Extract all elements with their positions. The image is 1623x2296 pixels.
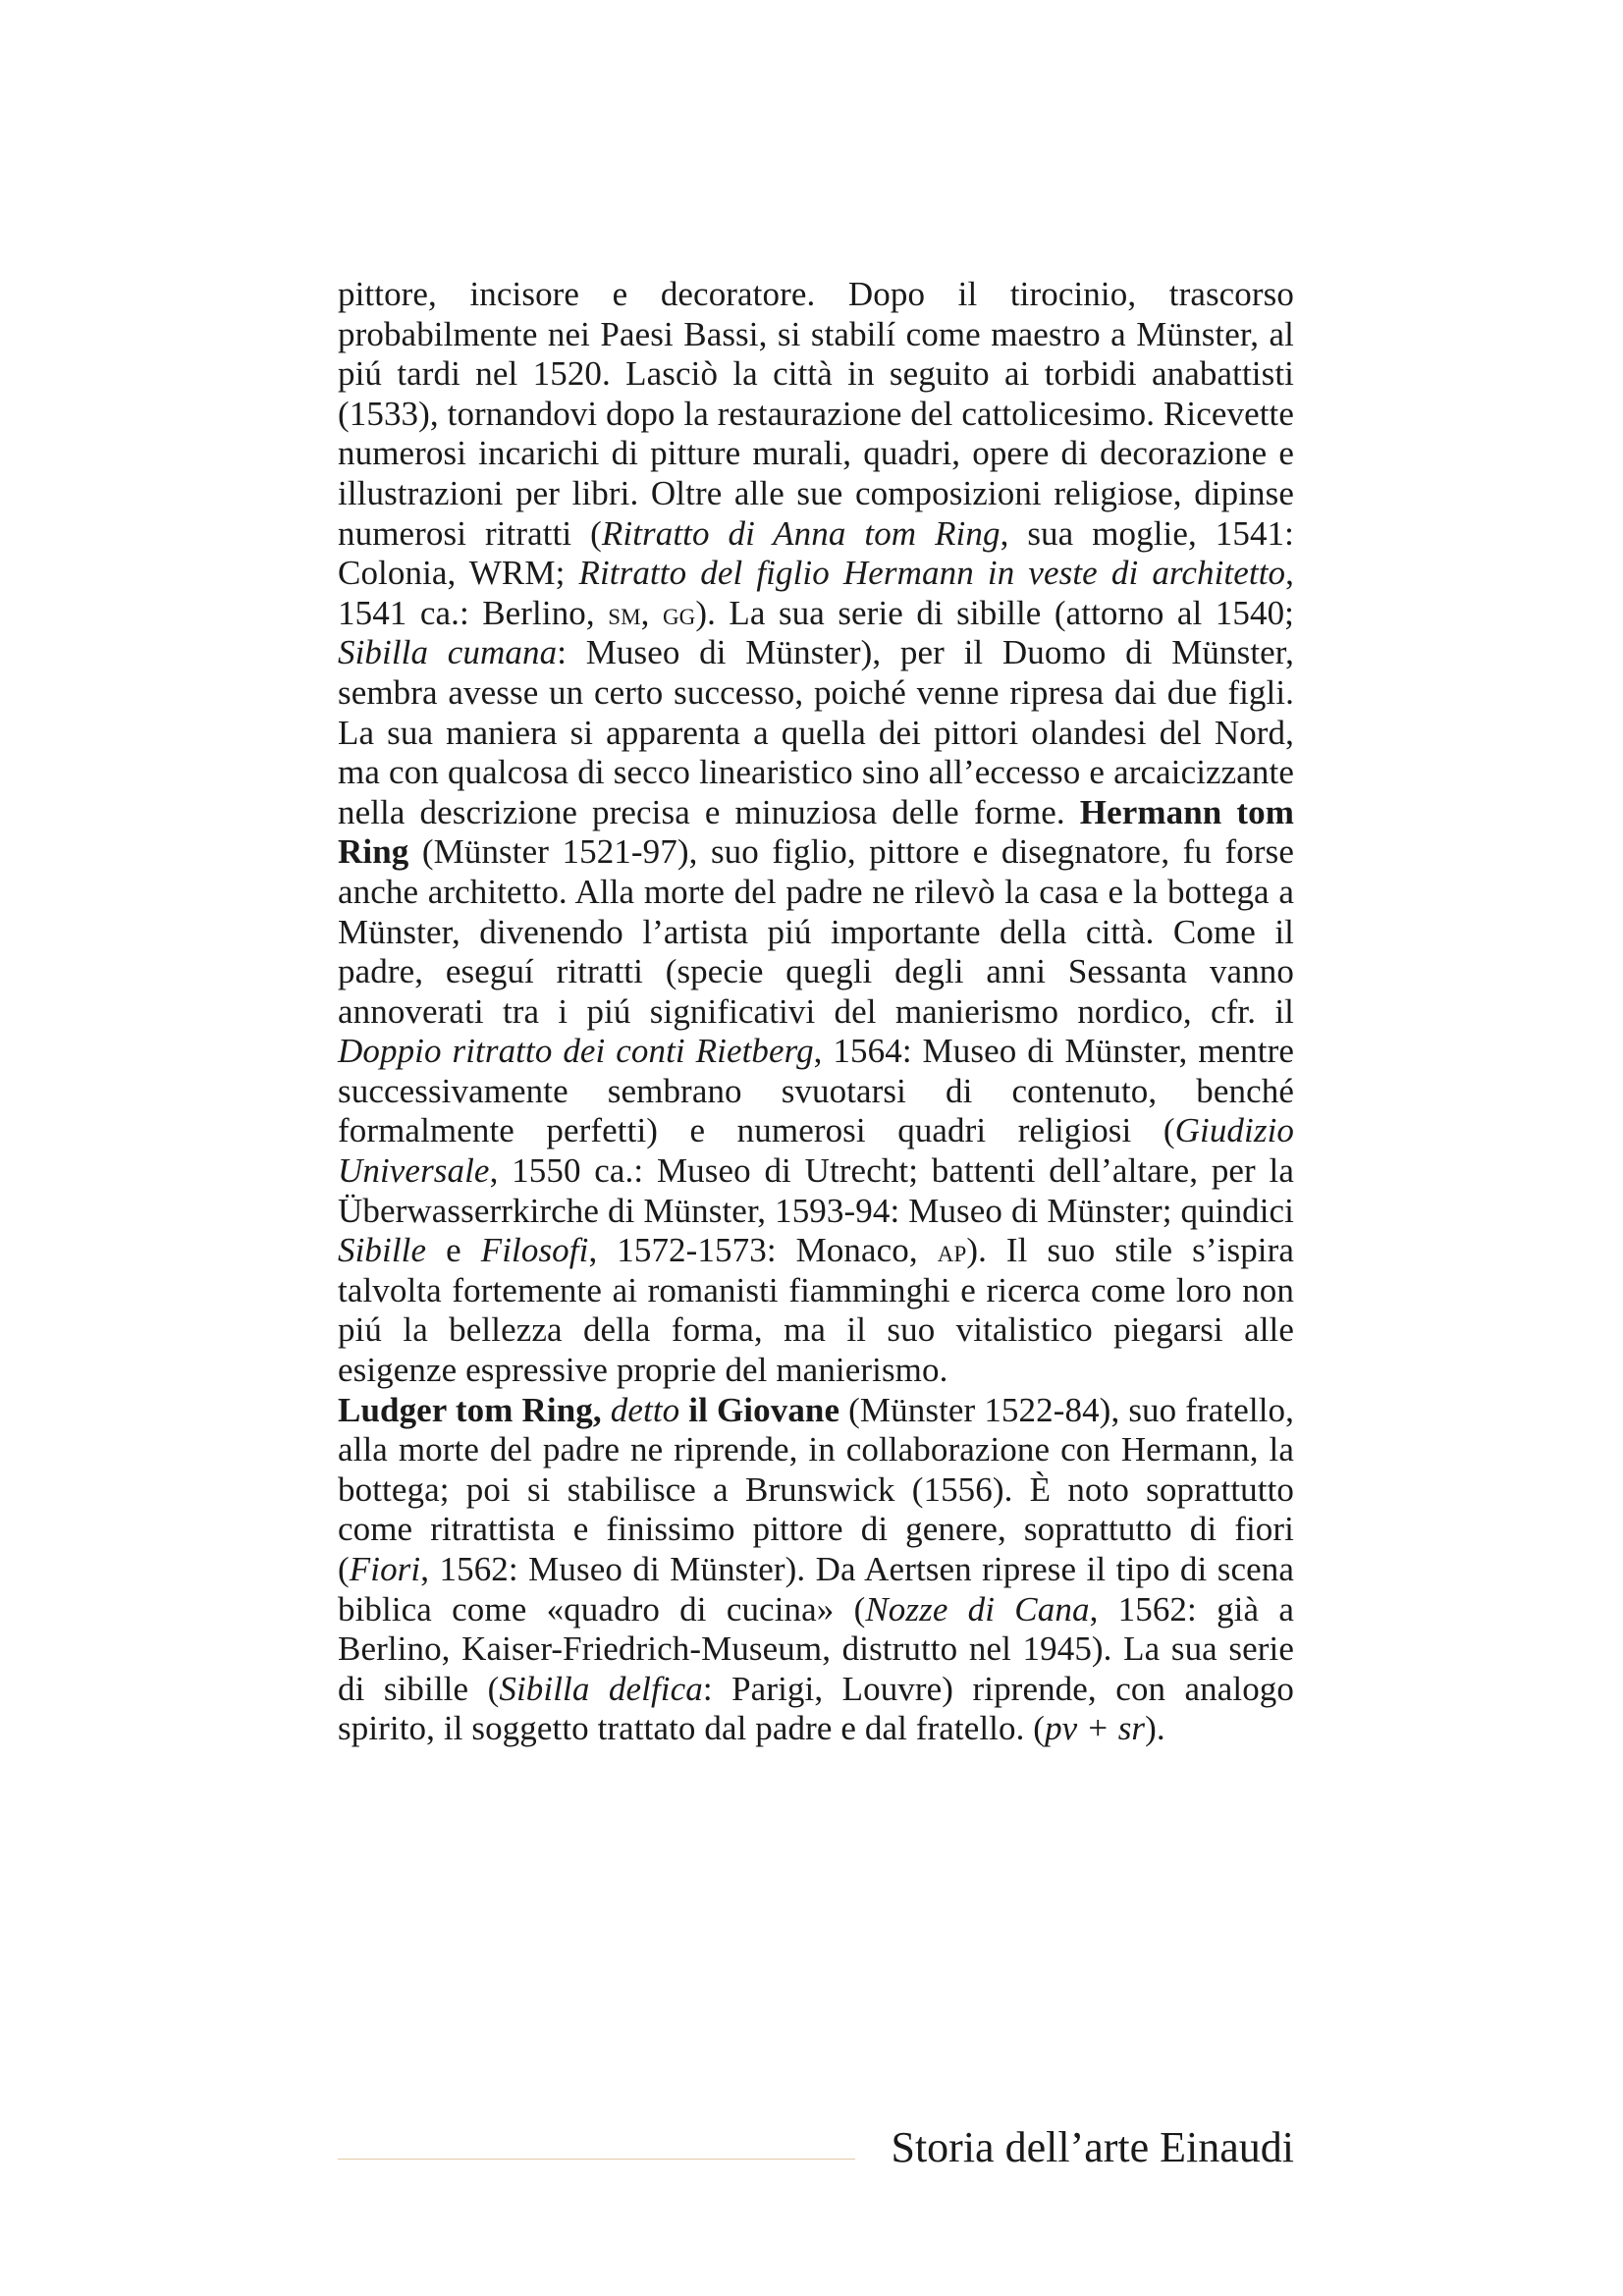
text-run: : Parigi, Louvre) riprende, con analogo spirito, il soggetto trattato dal padre e dal fratello. ( <box>338 1669 1294 1748</box>
museum-abbreviation: sm <box>608 595 641 631</box>
text-run: , 1541 ca.: Berlino, <box>338 554 1294 632</box>
text-run <box>679 1391 688 1429</box>
text-run: , 1572-1573: Monaco, <box>588 1231 938 1270</box>
text-run: e <box>426 1231 481 1270</box>
artist-name: Hermann tom Ring <box>338 792 1294 872</box>
artist-name: Ludger tom Ring, <box>338 1390 602 1429</box>
publication-title: Storia dell’arte Einaudi <box>891 2123 1294 2171</box>
text-run: , 1550 ca.: Museo di Utrecht; battenti dell’altare, per la Überwasserrkirche di Münster, 1593-94: Museo di Münster; quindici <box>338 1151 1294 1230</box>
artwork-title: Filosofi <box>480 1231 589 1270</box>
text-run <box>602 1391 611 1429</box>
artwork-title: Doppio ritratto dei conti Rietberg <box>338 1032 814 1071</box>
text-run: : Museo di Münster), per il Duomo di Münster, sembra avesse un certo successo, poiché venne ripresa dai due figli. La sua maniera si apparenta a quella dei pittori olandesi del Nord, ma con qualcosa di secco linearistico sino all’eccesso e arcaicizzante nella descrizione precisa e minuziosa delle forme. <box>338 633 1295 831</box>
text-run: , 1562: Museo di Münster). Da Aertsen riprese il tipo di scena biblica come «quadro di cucina» ( <box>338 1550 1294 1629</box>
artwork-title: Giudizio Universale <box>338 1111 1294 1191</box>
text-run: (Münster 1521-97), suo figlio, pittore e disegnatore, fu forse anche architetto. Alla morte del padre ne rilevò la casa e la bottega a Münster, divenendo l’artista piú importante della città. Come il padre, eseguí ritratti (specie quegli degli anni Sessanta vanno annoverati tra i piú significativi del manierismo nordico, cfr. il <box>338 832 1294 1031</box>
text-run: ). La sua serie di sibille (attorno al 1540; <box>695 593 1295 632</box>
text-run: (Münster 1522-84), suo fratello, alla morte del padre ne riprende, in collaborazione con Hermann, la bottega; poi si stabilisce a Brunswick (1556). È noto soprattutto come ritrattista e finissimo pittore di genere, soprattutto di fiori ( <box>338 1390 1294 1588</box>
artwork-title: Ritratto di Anna tom Ring <box>601 513 1001 553</box>
paragraph-ludger-tom-ring <box>338 1391 1294 1749</box>
artwork-title: Sibilla delfica <box>499 1669 703 1708</box>
body-text <box>338 275 1294 1749</box>
artist-epithet: il Giovane <box>688 1390 840 1429</box>
page-footer <box>338 2120 1294 2175</box>
artwork-title: Sibilla cumana <box>338 633 558 672</box>
text-run: pittore, incisore e decoratore. Dopo il tirocinio, trascorso probabilmente nei Paesi Bassi, si stabilí come maestro a Münster, al piú tardi nel 1520. Lasciò la città in seguito ai torbidi anabattisti (1533), tornandovi dopo la restaurazione del cattolicesimo. Ricevette numerosi incarichi di pitture murali, quadri, opere di decorazione e illustrazioni per libri. Oltre alle sue composizioni religiose, dipinse numerosi ritratti ( <box>338 275 1294 553</box>
paragraph-tom-ring-family <box>338 275 1294 1391</box>
artwork-title: Ritratto del figlio Hermann in veste di architetto <box>578 554 1286 593</box>
museum-abbreviation: gg <box>662 595 696 631</box>
epithet-connector: detto <box>610 1390 680 1429</box>
author-initials: pv + sr <box>1045 1709 1146 1748</box>
artwork-title: Sibille <box>338 1231 427 1270</box>
footer-rule <box>338 2159 855 2160</box>
artwork-title: Fiori <box>349 1550 421 1588</box>
artwork-title: Nozze di Cana <box>865 1589 1090 1629</box>
text-run: ). Il suo stile s’ispira talvolta fortemente ai romanisti fiamminghi e ricerca come loro non piú la bellezza della forma, ma il suo vitalistico piegarsi alle esigenze espressive proprie del manierismo. <box>338 1231 1295 1390</box>
text-run: , <box>640 593 663 632</box>
text-run: ). <box>1145 1709 1165 1748</box>
text-run: , sua moglie, 1541: Colonia, WRM; <box>338 513 1294 593</box>
museum-abbreviation: ap <box>937 1233 967 1269</box>
text-run: , 1562: già a Berlino, Kaiser-Friedrich-Museum, distrutto nel 1945). La sua serie di sibille ( <box>338 1589 1294 1708</box>
text-run: , 1564: Museo di Münster, mentre successivamente sembrano svuotarsi di contenuto, benché formalmente perfetti) e numerosi quadri religiosi ( <box>338 1032 1294 1150</box>
